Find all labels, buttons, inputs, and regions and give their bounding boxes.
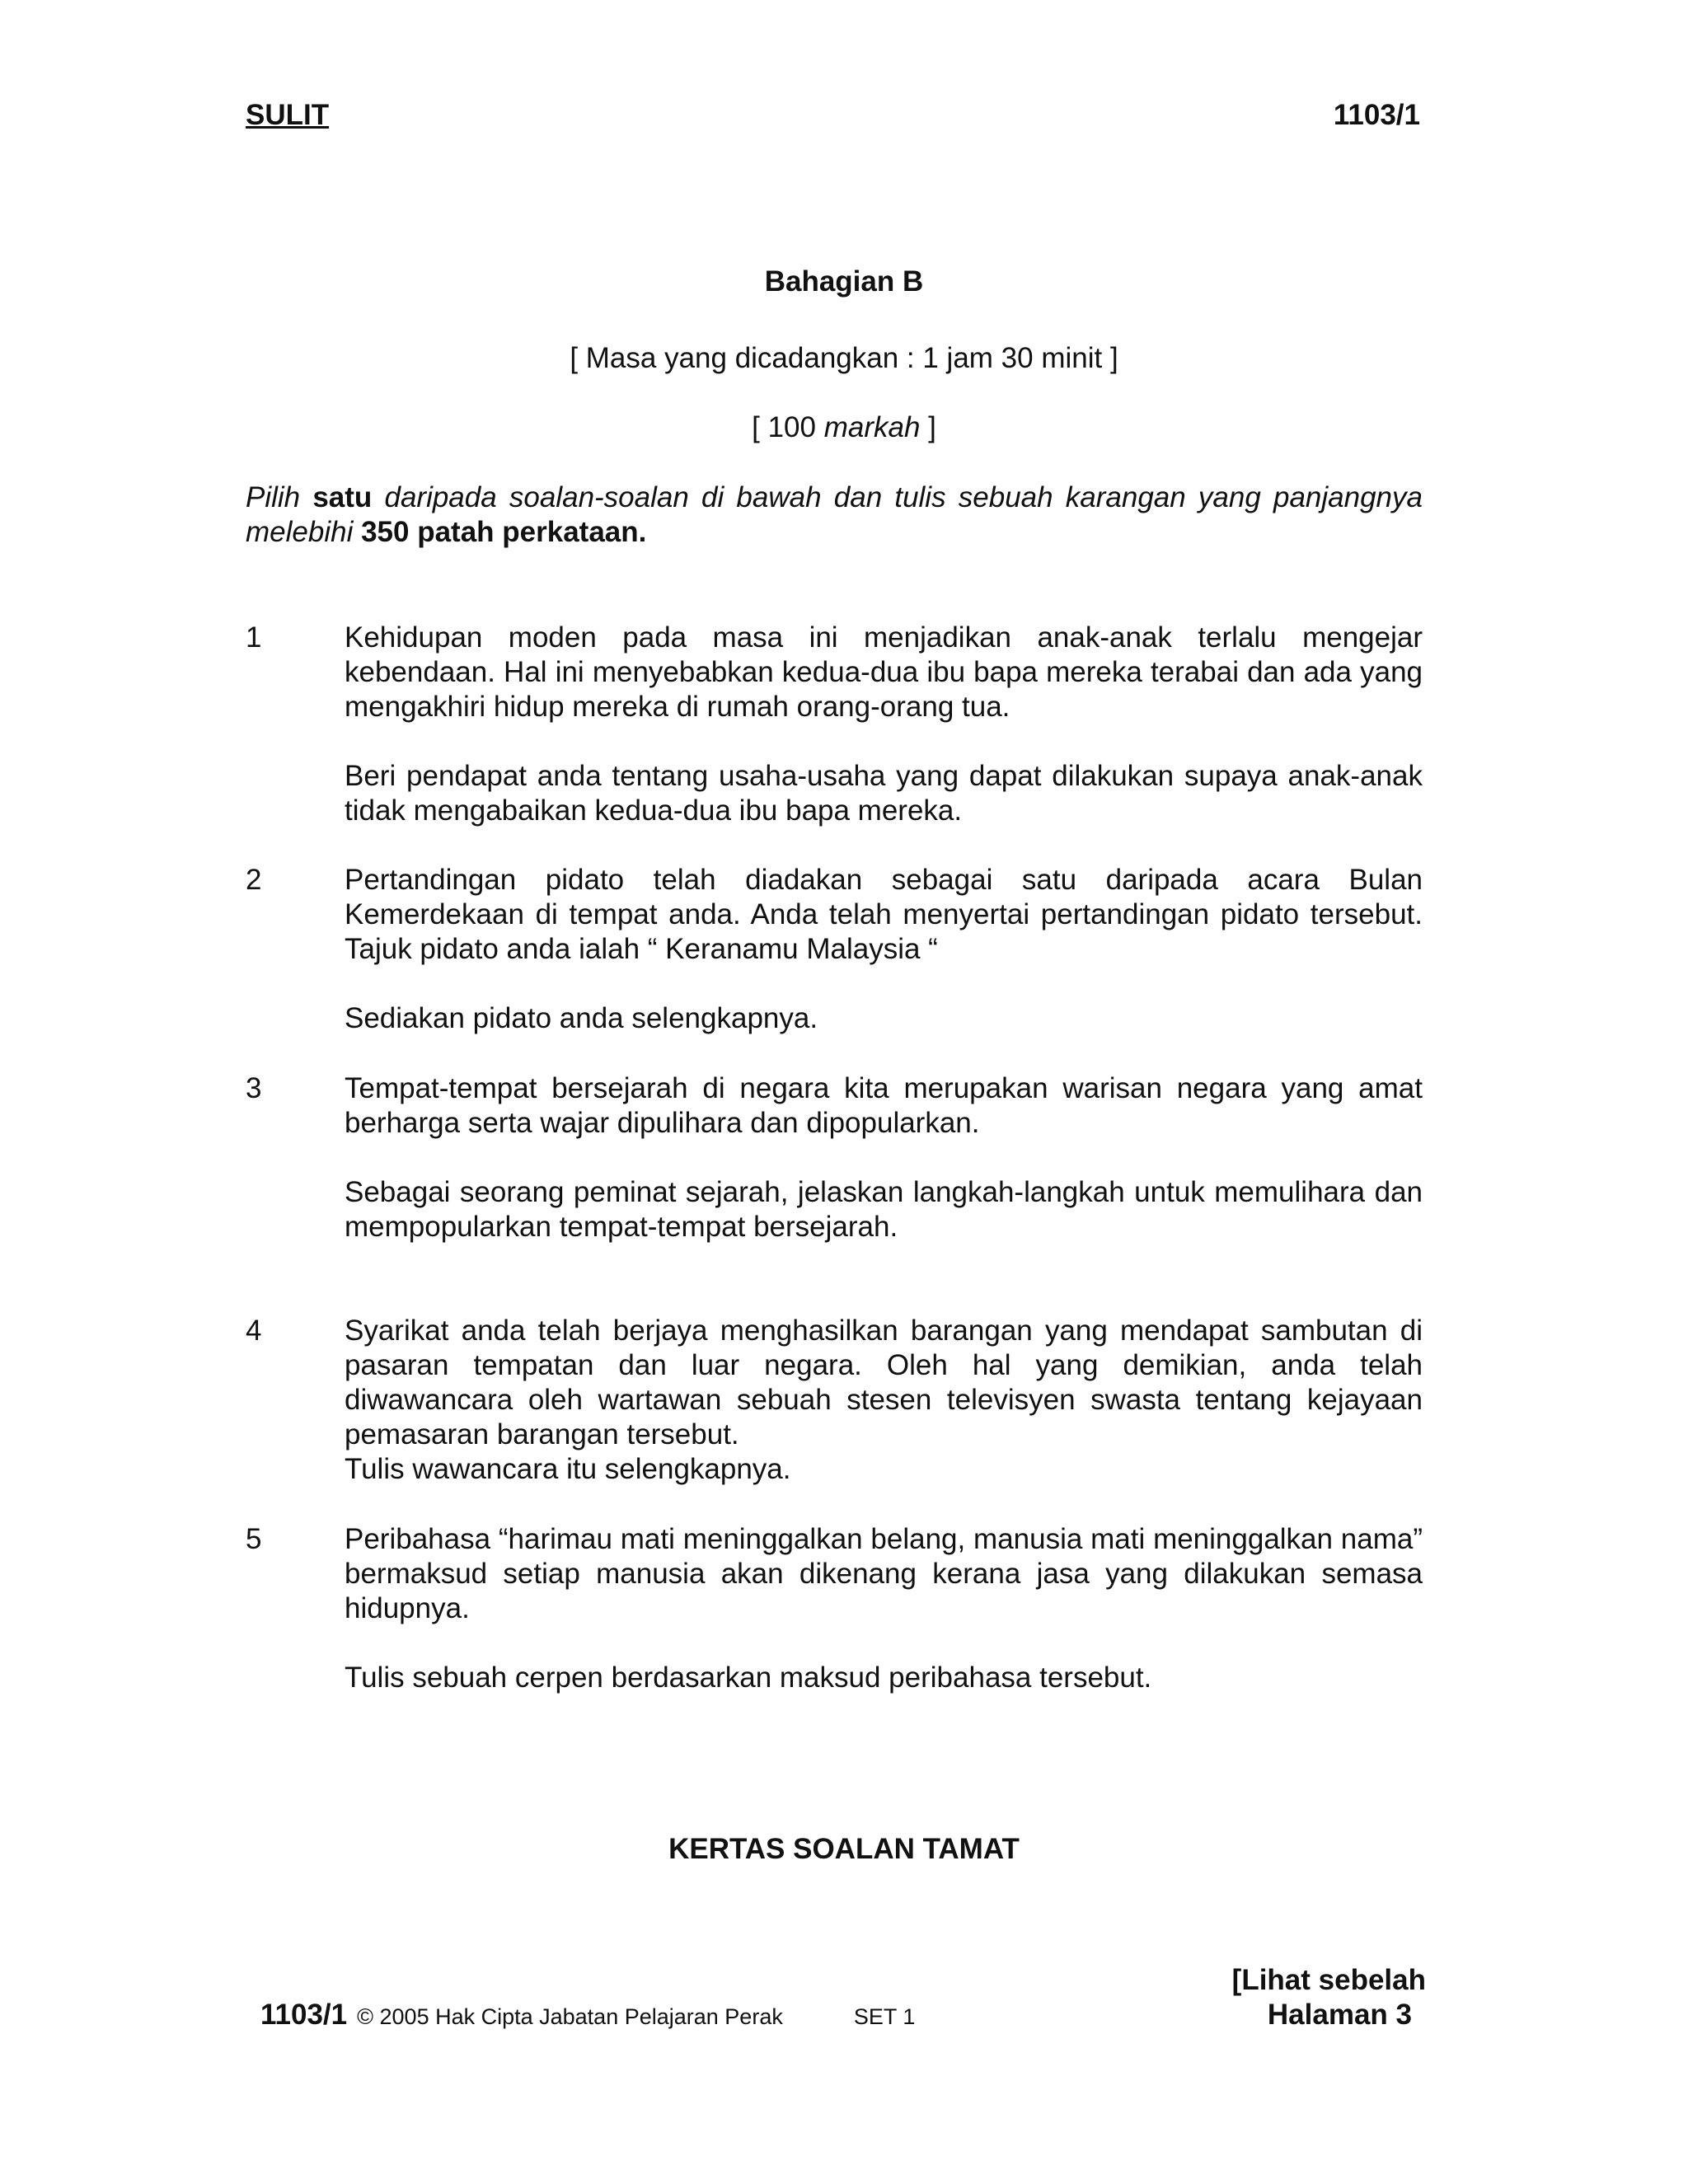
footer-copyright: © 2005 Hak Cipta Jabatan Pelajaran Perak bbox=[357, 2004, 783, 2029]
question-body bbox=[345, 1071, 1423, 1244]
question-number: 5 bbox=[246, 1523, 262, 1555]
question-5 bbox=[246, 1522, 1423, 1695]
instruction-bold-2: 350 patah perkataan. bbox=[361, 516, 647, 548]
question-number: 2 bbox=[246, 864, 262, 896]
question-paragraph: Tulis wawancara itu selengkapnya. bbox=[345, 1453, 791, 1485]
question-4 bbox=[246, 1314, 1423, 1487]
question-body bbox=[345, 1314, 1423, 1487]
classification-label: SULIT bbox=[246, 99, 330, 131]
section-title: Bahagian B bbox=[764, 265, 924, 298]
question-paragraph: Peribahasa “harimau mati meninggalkan belang, manusia mati meninggalkan nama” bermaksud setiap manusia akan dikenang kerana jasa yang dilakukan semasa hidupnya. bbox=[345, 1523, 1423, 1624]
question-1 bbox=[246, 621, 1423, 828]
suggested-time: [ Masa yang dicadangkan : 1 jam 30 minit ] bbox=[570, 342, 1118, 374]
question-body bbox=[345, 621, 1423, 828]
question-body bbox=[345, 1522, 1423, 1695]
question-paragraph: Tempat-tempat bersejarah di negara kita merupakan warisan negara yang amat berharga serta wajar dipulihara dan dipopularkan. bbox=[345, 1072, 1423, 1139]
question-paragraph: Syarikat anda telah berjaya menghasilkan barangan yang mendapat sambutan di pasaran tempatan dan luar negara. Oleh hal yang demikian, anda telah diwawancara oleh wartawan sebuah stesen televisyen swasta tentang kejayaan pemasaran barangan tersebut. bbox=[345, 1315, 1423, 1451]
question-3 bbox=[246, 1071, 1423, 1244]
question-number: 4 bbox=[246, 1315, 262, 1347]
question-paragraph: Kehidupan moden pada masa ini menjadikan anak-anak terlalu mengejar kebendaan. Hal ini menyebabkan kedua-dua ibu bapa mereka terabai dan ada yang mengakhiri hidup mereka di rumah orang-orang tua. bbox=[345, 621, 1423, 723]
footer-set: SET 1 bbox=[853, 2004, 916, 2029]
question-paragraph: Pertandingan pidato telah diadakan sebagai satu daripada acara Bulan Kemerdekaan di tempat anda. Anda telah menyertai pertandingan pidato tersebut. Tajuk pidato anda ialah “ Keranamu Malaysia “ bbox=[345, 864, 1423, 965]
instruction-bold-1: satu bbox=[312, 481, 373, 513]
question-number: 3 bbox=[246, 1072, 262, 1104]
question-paragraph: Beri pendapat anda tentang usaha-usaha yang dapat dilakukan supaya anak-anak tidak mengabaikan kedua-dua ibu bapa mereka. bbox=[345, 760, 1423, 827]
question-2 bbox=[246, 863, 1423, 1036]
marks-open: [ 100 bbox=[752, 411, 824, 443]
instruction-part-2: daripada soalan-soalan di bawah dan tulis sebuah karangan yang panjangnya melebihi bbox=[246, 481, 1423, 548]
question-paragraph: Sediakan pidato anda selengkapnya. bbox=[345, 1002, 818, 1034]
footer-paper-code: 1103/1 bbox=[260, 1999, 348, 2031]
marks-word: markah bbox=[823, 411, 921, 443]
paper-code-header: 1103/1 bbox=[1333, 99, 1420, 131]
instructions bbox=[246, 480, 1423, 550]
question-paragraph: Tulis sebuah cerpen berdasarkan maksud peribahasa tersebut. bbox=[345, 1661, 1152, 1694]
next-page-line-1: [Lihat sebelah bbox=[1231, 1964, 1426, 1996]
next-page-note bbox=[1232, 1963, 1426, 2032]
instruction-part-1: Pilih bbox=[246, 481, 313, 513]
marks-close: ] bbox=[920, 411, 936, 443]
footer bbox=[260, 1999, 915, 2032]
total-marks bbox=[0, 411, 1688, 444]
question-number: 1 bbox=[246, 621, 262, 654]
end-of-paper: KERTAS SOALAN TAMAT bbox=[668, 1833, 1020, 1865]
question-body bbox=[345, 863, 1423, 1036]
question-paragraph: Sebagai seorang peminat sejarah, jelaskan langkah-langkah untuk memulihara dan mempopularkan tempat-tempat bersejarah. bbox=[345, 1176, 1423, 1243]
page-number: Halaman 3 bbox=[1267, 1999, 1412, 2031]
